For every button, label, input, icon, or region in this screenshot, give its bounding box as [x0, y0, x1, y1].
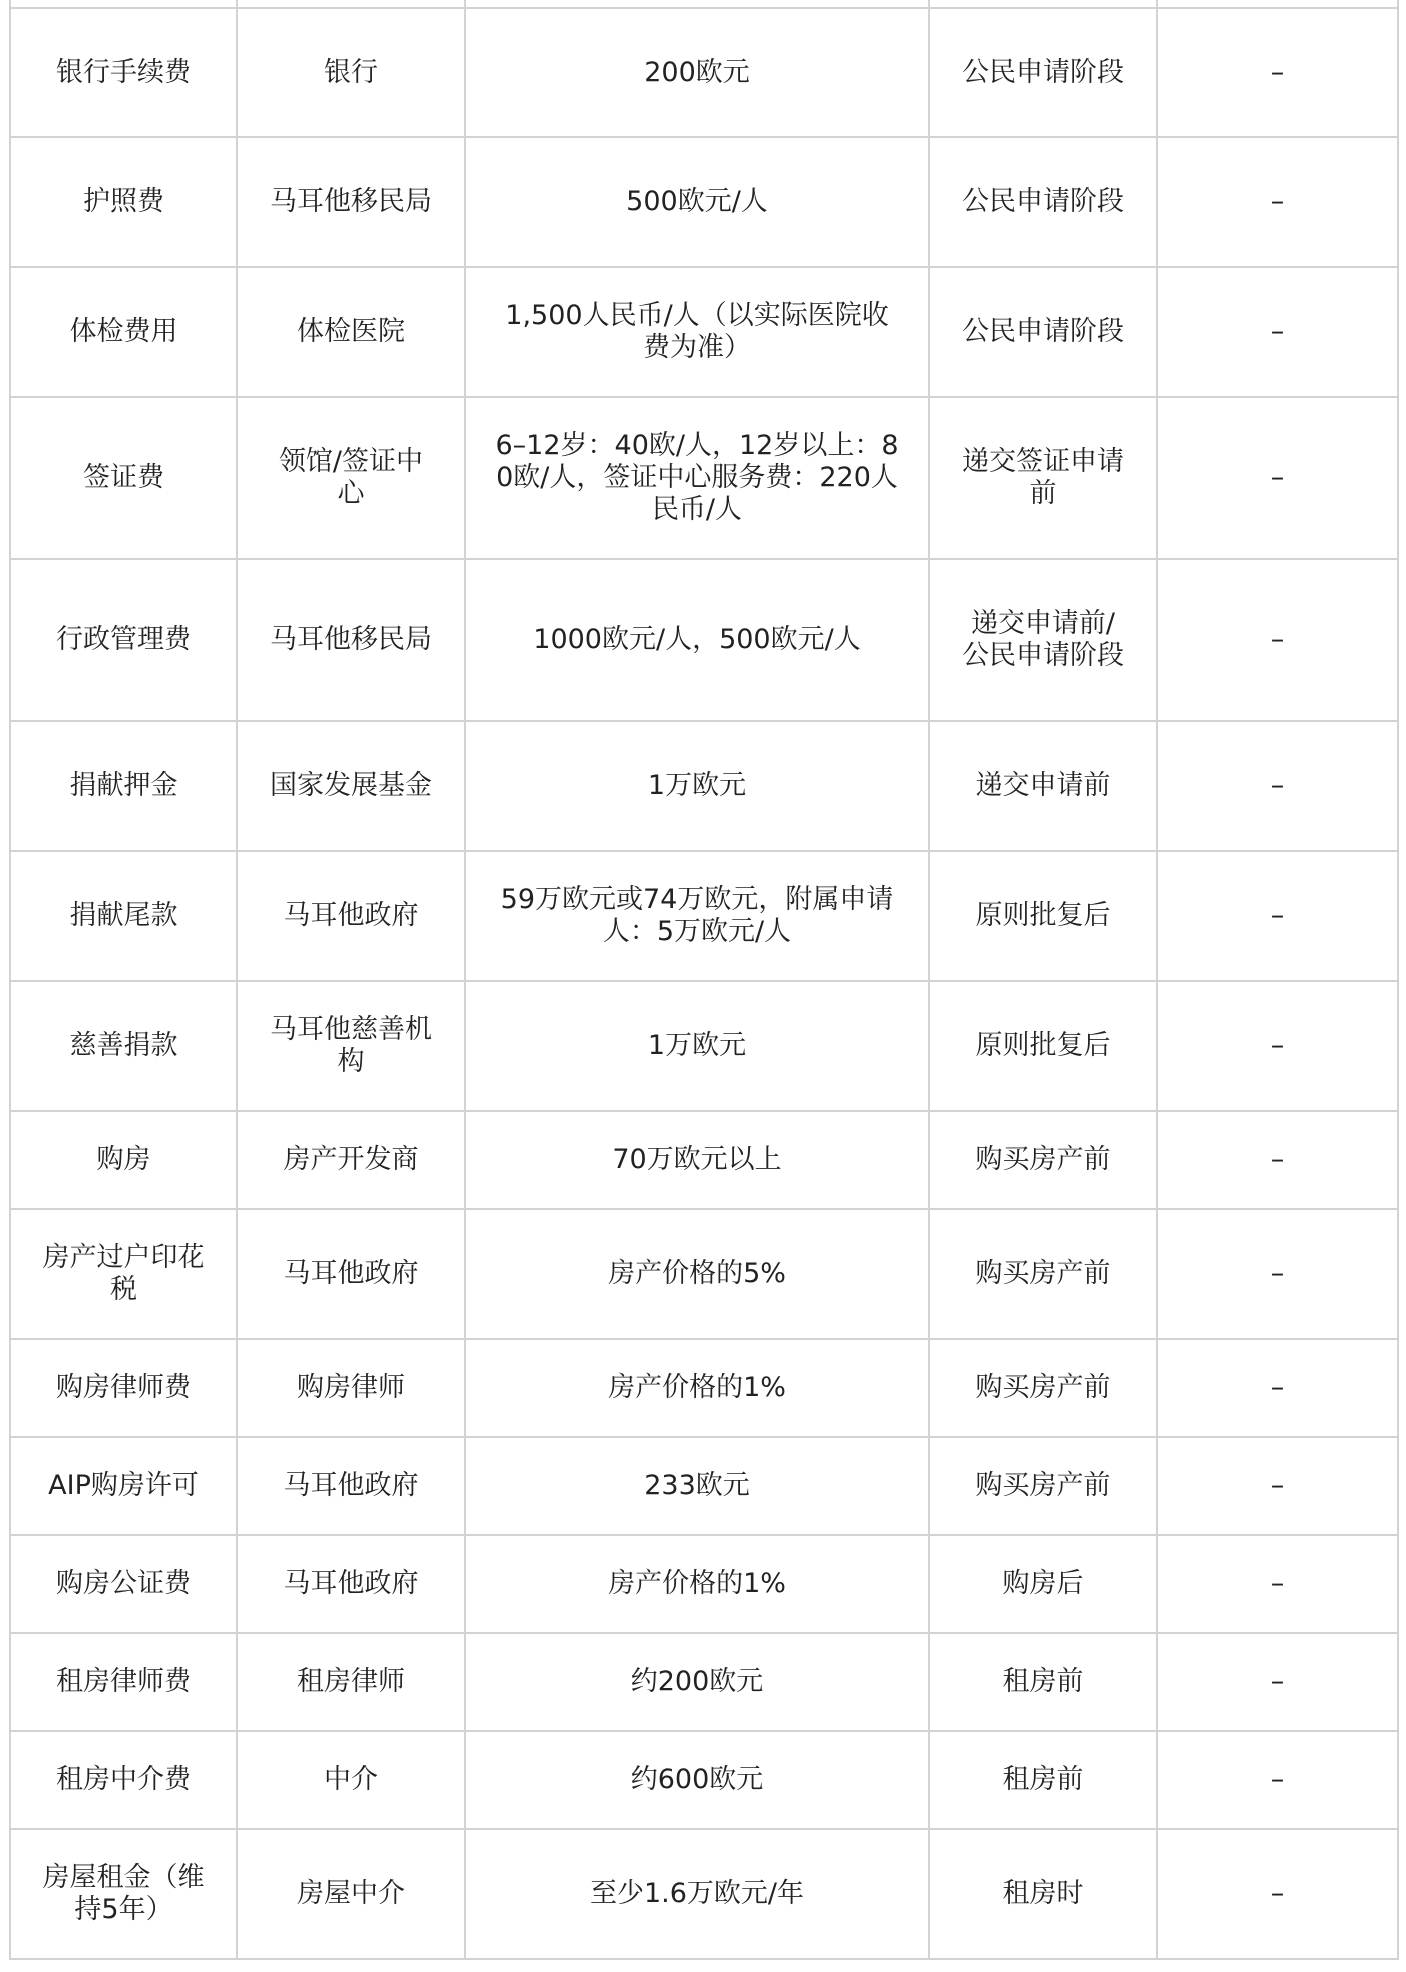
- fee-item-cell: 房屋租金（维持5年）: [10, 1829, 237, 1959]
- amount-cell: 1万欧元: [465, 721, 929, 851]
- payee-cell: 银行: [237, 8, 465, 137]
- payment-time-cell: 公民申请阶段: [929, 267, 1157, 397]
- table-row: [10, 1633, 1398, 1731]
- amount-cell: 233欧元: [465, 1437, 929, 1535]
- table-cell: [237, 0, 465, 8]
- amount-cell: 1,500人民币/人（以实际医院收费为准）: [465, 267, 929, 397]
- table-row: [10, 1731, 1398, 1829]
- fee-item-cell: 购房: [10, 1111, 237, 1209]
- note-cell: –: [1157, 1111, 1398, 1209]
- fee-item-cell: AIP购房许可: [10, 1437, 237, 1535]
- table-cell: [1157, 0, 1398, 8]
- table-row: [10, 851, 1398, 981]
- table-row: [10, 559, 1398, 721]
- payee-cell: 房产开发商: [237, 1111, 465, 1209]
- fee-item-cell: 体检费用: [10, 267, 237, 397]
- amount-cell: 6–12岁：40欧/人，12岁以上：80欧/人，签证中心服务费：220人民币/人: [465, 397, 929, 559]
- payee-cell: 中介: [237, 1731, 465, 1829]
- fee-table-container: [9, 0, 1397, 1960]
- payment-time-cell: 原则批复后: [929, 851, 1157, 981]
- payment-time-cell: 租房前: [929, 1731, 1157, 1829]
- amount-cell: 500欧元/人: [465, 137, 929, 267]
- amount-cell: 约200欧元: [465, 1633, 929, 1731]
- note-cell: –: [1157, 267, 1398, 397]
- fee-item-cell: 签证费: [10, 397, 237, 559]
- payee-cell: 马耳他慈善机构: [237, 981, 465, 1111]
- note-cell: –: [1157, 1731, 1398, 1829]
- payee-cell: 体检医院: [237, 267, 465, 397]
- note-cell: –: [1157, 8, 1398, 137]
- note-cell: –: [1157, 1209, 1398, 1339]
- payment-time-cell: 购买房产前: [929, 1437, 1157, 1535]
- payment-time-cell: 公民申请阶段: [929, 8, 1157, 137]
- fee-item-cell: 房产过户印花税: [10, 1209, 237, 1339]
- payment-time-cell: 原则批复后: [929, 981, 1157, 1111]
- payee-cell: 马耳他政府: [237, 1437, 465, 1535]
- table-row: [10, 397, 1398, 559]
- table-row: [10, 1535, 1398, 1633]
- fee-table-body: [10, 0, 1398, 1959]
- table-row: [10, 1111, 1398, 1209]
- payee-cell: 租房律师: [237, 1633, 465, 1731]
- amount-cell: 1000欧元/人，500欧元/人: [465, 559, 929, 721]
- table-cell: [465, 0, 929, 8]
- fee-item-cell: 行政管理费: [10, 559, 237, 721]
- payee-cell: 马耳他政府: [237, 1209, 465, 1339]
- fee-item-cell: 银行手续费: [10, 8, 237, 137]
- table-cell: [10, 0, 237, 8]
- note-cell: –: [1157, 1633, 1398, 1731]
- note-cell: –: [1157, 397, 1398, 559]
- table-row: [10, 137, 1398, 267]
- amount-cell: 房产价格的1%: [465, 1339, 929, 1437]
- fee-item-cell: 租房律师费: [10, 1633, 237, 1731]
- fee-item-cell: 慈善捐款: [10, 981, 237, 1111]
- note-cell: –: [1157, 137, 1398, 267]
- table-row: [10, 1437, 1398, 1535]
- table-row: [10, 267, 1398, 397]
- note-cell: –: [1157, 1535, 1398, 1633]
- payment-time-cell: 递交申请前: [929, 721, 1157, 851]
- note-cell: –: [1157, 559, 1398, 721]
- table-row: [10, 721, 1398, 851]
- table-row-cut-off: [10, 0, 1398, 8]
- note-cell: –: [1157, 1437, 1398, 1535]
- payee-cell: 马耳他移民局: [237, 137, 465, 267]
- payee-cell: 马耳他移民局: [237, 559, 465, 721]
- fee-table: [9, 0, 1399, 1960]
- note-cell: –: [1157, 1829, 1398, 1959]
- payee-cell: 马耳他政府: [237, 851, 465, 981]
- amount-cell: 1万欧元: [465, 981, 929, 1111]
- payee-cell: 马耳他政府: [237, 1535, 465, 1633]
- amount-cell: 房产价格的1%: [465, 1535, 929, 1633]
- table-cell: [929, 0, 1157, 8]
- payment-time-cell: 租房时: [929, 1829, 1157, 1959]
- fee-item-cell: 购房律师费: [10, 1339, 237, 1437]
- table-row: [10, 8, 1398, 137]
- payment-time-cell: 租房前: [929, 1633, 1157, 1731]
- payment-time-cell: 递交签证申请前: [929, 397, 1157, 559]
- fee-item-cell: 捐献押金: [10, 721, 237, 851]
- note-cell: –: [1157, 1339, 1398, 1437]
- payment-time-cell: 购房后: [929, 1535, 1157, 1633]
- note-cell: –: [1157, 851, 1398, 981]
- amount-cell: 59万欧元或74万欧元，附属申请人：5万欧元/人: [465, 851, 929, 981]
- amount-cell: 200欧元: [465, 8, 929, 137]
- payee-cell: 领馆/签证中心: [237, 397, 465, 559]
- fee-item-cell: 租房中介费: [10, 1731, 237, 1829]
- note-cell: –: [1157, 721, 1398, 851]
- payee-cell: 购房律师: [237, 1339, 465, 1437]
- amount-cell: 至少1.6万欧元/年: [465, 1829, 929, 1959]
- amount-cell: 70万欧元以上: [465, 1111, 929, 1209]
- fee-item-cell: 捐献尾款: [10, 851, 237, 981]
- note-cell: –: [1157, 981, 1398, 1111]
- payee-cell: 房屋中介: [237, 1829, 465, 1959]
- table-row: [10, 1339, 1398, 1437]
- amount-cell: 房产价格的5%: [465, 1209, 929, 1339]
- payment-time-cell: 递交申请前/公民申请阶段: [929, 559, 1157, 721]
- payment-time-cell: 公民申请阶段: [929, 137, 1157, 267]
- fee-item-cell: 购房公证费: [10, 1535, 237, 1633]
- table-row: [10, 1209, 1398, 1339]
- table-row: [10, 981, 1398, 1111]
- table-row: [10, 1829, 1398, 1959]
- payment-time-cell: 购买房产前: [929, 1209, 1157, 1339]
- amount-cell: 约600欧元: [465, 1731, 929, 1829]
- payment-time-cell: 购买房产前: [929, 1339, 1157, 1437]
- payment-time-cell: 购买房产前: [929, 1111, 1157, 1209]
- payee-cell: 国家发展基金: [237, 721, 465, 851]
- fee-item-cell: 护照费: [10, 137, 237, 267]
